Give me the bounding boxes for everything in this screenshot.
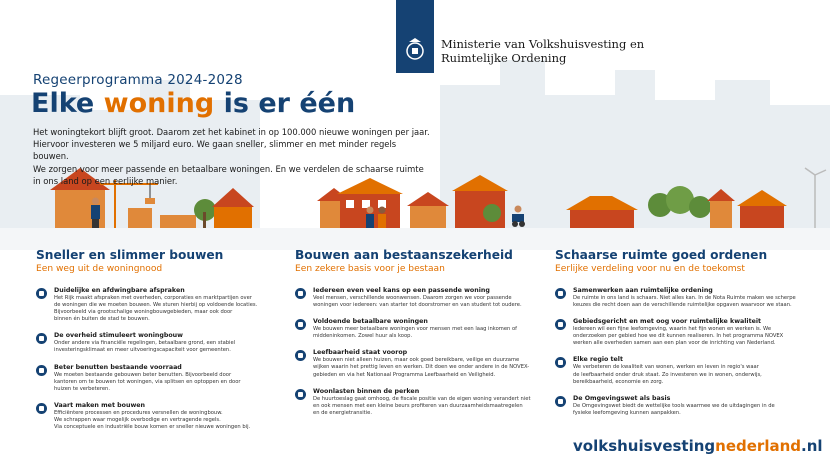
title-accent: woning <box>103 88 215 119</box>
item-title: De Omgevingswet als basis <box>573 394 671 402</box>
body-line: en ook mensen met een kleine beurs profiteren van duurzaamheidsmaatregelen <box>313 402 523 409</box>
list-item <box>295 287 540 309</box>
body-line: keuzes die recht doen aan de verschillende ruimtelijke opgaven waarvoor we staan. <box>573 302 792 309</box>
coin-icon <box>295 319 306 330</box>
body-line: Efficiëntere processen en procedures versnellen de woningbouw. <box>54 409 223 416</box>
wallet-icon <box>295 389 306 400</box>
body-line: De huurtoeslag gaat omhoog, de fiscale positie van de eigen woning verandert niet <box>313 395 531 402</box>
body-line: Bijvoorbeeld via grootschalige woningbouwgebieden, maar ook door <box>54 309 233 316</box>
law-icon <box>555 396 566 407</box>
item-body <box>54 372 281 393</box>
item-body <box>54 295 281 323</box>
intro-line: in ons land op een eerlijke manier. <box>33 175 178 186</box>
neighbourhood-icon <box>295 350 306 361</box>
body-line: werken alle overheden samen aan een plan voor de inrichting van Nederland. <box>573 340 776 347</box>
item-title: Beter benutten bestaande voorraad <box>54 363 182 371</box>
intro-line: We zorgen voor meer passende en betaalbare woningen. En we verdelen de schaarse ruimte <box>33 163 424 174</box>
body-line: fysieke leefomgeving kunnen aanpakken. <box>573 409 681 416</box>
website-part-2: .nl <box>801 437 823 455</box>
list-item <box>36 332 281 354</box>
body-line: wijken waarin het prettig leven en werken. Dit doen we onder andere in de NOVEX- <box>313 364 530 371</box>
body-line: We bouwen meer betaalbare woningen voor mensen met een laag inkomen of <box>313 326 517 333</box>
item-title: De overheid stimuleert woningbouw <box>54 332 183 340</box>
item-body <box>573 326 800 347</box>
item-title: Duidelijke en afdwingbare afspraken <box>54 287 185 294</box>
website-part-1: volkshuisvesting <box>573 437 716 455</box>
website-link[interactable] <box>573 437 823 455</box>
body-line: woningen voor iedereen: van starter tot doorstromer en van student tot oudere. <box>313 302 522 309</box>
item-body <box>313 295 540 309</box>
body-line: kantoren om te bouwen tot woningen, via splitsen en optoppen en door <box>54 378 241 385</box>
rijksoverheid-logo <box>396 0 434 73</box>
body-line: middeninkomen. Zowel huur als koop. <box>313 333 413 340</box>
body-line: en de energietransitie. <box>313 409 372 416</box>
body-line: binnen én buiten de stad te bouwen. <box>54 316 150 323</box>
title-part-1: Elke <box>31 88 104 119</box>
body-line: onderzoeken per gebied hoe we dit kunnen realiseren. In het programma NOVEX <box>573 333 784 340</box>
body-line: We moeten bestaande gebouwen beter benutten. Bijvoorbeeld door <box>54 371 232 378</box>
body-line: Iedereen wil een fijne leefomgeving, waarin het fijn wonen en werken is. We <box>573 326 772 333</box>
body-line: We verbeteren de kwaliteit van wonen, werken en leven in regio's waar <box>573 364 759 371</box>
ministry-name-line1: Ministerie van Volkshuisvesting en <box>441 37 645 51</box>
map-icon <box>555 288 566 299</box>
item-title: Elke regio telt <box>573 356 623 364</box>
list-item <box>295 318 540 340</box>
item-title: Leefbaarheid staat voorop <box>313 349 408 357</box>
body-line: huizen te verbeteren. <box>54 385 110 392</box>
programme-label: Regeerprogramma 2024-2028 <box>33 72 243 88</box>
list-item <box>36 287 281 323</box>
intro-text <box>33 126 433 187</box>
body-line: Het Rijk maakt afspraken met overheden, corporaties en marktpartijen over <box>54 295 252 301</box>
list-item <box>555 318 800 347</box>
item-body <box>313 326 540 340</box>
website-accent: nederland <box>715 437 802 455</box>
intro-line: Het woningtekort blijft groot. Daarom zet het kabinet in op 100.000 nieuwe woningen per jaar. <box>33 127 430 137</box>
item-title: Iedereen even veel kans op een passende woning <box>313 287 490 294</box>
body-line: Via conceptuele en industriële bouw komen er sneller nieuwe woningen bij. <box>54 424 251 431</box>
body-line: de leefbaarheid onder druk staat. Zo investeren we in wonen, onderwijs, <box>573 371 762 378</box>
item-title: Vaart maken met bouwen <box>54 401 146 409</box>
item-body <box>54 340 281 354</box>
column-title: Sneller en slimmer bouwen <box>36 248 224 262</box>
ministry-name-line2: Ruimtelijke Ordening <box>441 51 567 65</box>
column-subtitle: Eerlijke verdeling voor nu en de toekomst <box>555 264 745 274</box>
item-body <box>313 357 540 378</box>
intro-line: Hiervoor investeren we 5 miljard euro. We gaan sneller, slimmer en met minder regels bouwen. <box>33 139 397 162</box>
column-schaarse-ruimte <box>555 248 800 426</box>
list-item <box>555 287 800 309</box>
item-body <box>573 403 800 417</box>
item-body <box>313 396 540 417</box>
body-line: gebieden en via het Nationaal Programma Leefbaarheid en Veiligheid. <box>313 371 496 378</box>
page-title <box>31 88 355 119</box>
body-line: De ruimte in ons land is schaars. Niet alles kan. In de Nota Ruimte maken we scherpe <box>573 295 796 301</box>
column-bestaanszekerheid <box>295 248 540 426</box>
item-title: Voldoende betaalbare woningen <box>313 318 428 326</box>
body-line: bereikbaarheid, economie en zorg. <box>573 378 664 385</box>
list-item <box>36 364 281 393</box>
column-title: Bouwen aan bestaanszekerheid <box>295 248 513 262</box>
list-item <box>555 356 800 385</box>
item-title: Samenwerken aan ruimtelijke ordening <box>573 287 713 294</box>
item-body <box>54 410 281 431</box>
list-item <box>36 402 281 431</box>
item-body <box>573 364 800 385</box>
body-line: We bouwen niet alleen huizen, maar ook goed bereikbare, veilige en duurzame <box>313 357 520 364</box>
handshake-icon <box>36 288 47 299</box>
body-line: investeringsklimaat en meer uitvoeringscapaciteit voor gemeenten. <box>54 347 231 354</box>
ministry-name <box>441 37 644 65</box>
people-icon <box>295 288 306 299</box>
region-icon <box>555 357 566 368</box>
list-item <box>295 349 540 378</box>
body-line: De Omgevingswet biedt de wettelijke tools waarmee we de uitdagingen in de <box>573 402 775 409</box>
item-title: Woonlasten binnen de perken <box>313 387 420 395</box>
list-item <box>555 395 800 417</box>
item-body <box>573 295 800 309</box>
item-title: Gebiedsgericht en met oog voor ruimtelijke kwaliteit <box>573 318 762 326</box>
title-part-2: is er één <box>214 88 356 119</box>
list-item <box>295 388 540 417</box>
speed-icon <box>36 403 47 414</box>
column-subtitle: Een weg uit de woningnood <box>36 264 163 274</box>
column-sneller-bouwen <box>36 248 281 440</box>
body-line: We schrappen waar mogelijk overbodige en vertragende regels. <box>54 416 221 423</box>
house-icon <box>36 365 47 376</box>
government-icon <box>36 333 47 344</box>
body-line: Veel mensen, verschillende woonwensen. Daarom zorgen we voor passende <box>313 295 512 301</box>
body-line: de woningen die we moeten bouwen. We sturen hierbij op voldoende locaties. <box>54 302 258 309</box>
eye-icon <box>555 319 566 330</box>
column-subtitle: Een zekere basis voor je bestaan <box>295 264 445 274</box>
body-line: Onder andere via financiële regelingen, betaalbare grond, een stabiel <box>54 340 236 347</box>
column-title: Schaarse ruimte goed ordenen <box>555 248 768 262</box>
